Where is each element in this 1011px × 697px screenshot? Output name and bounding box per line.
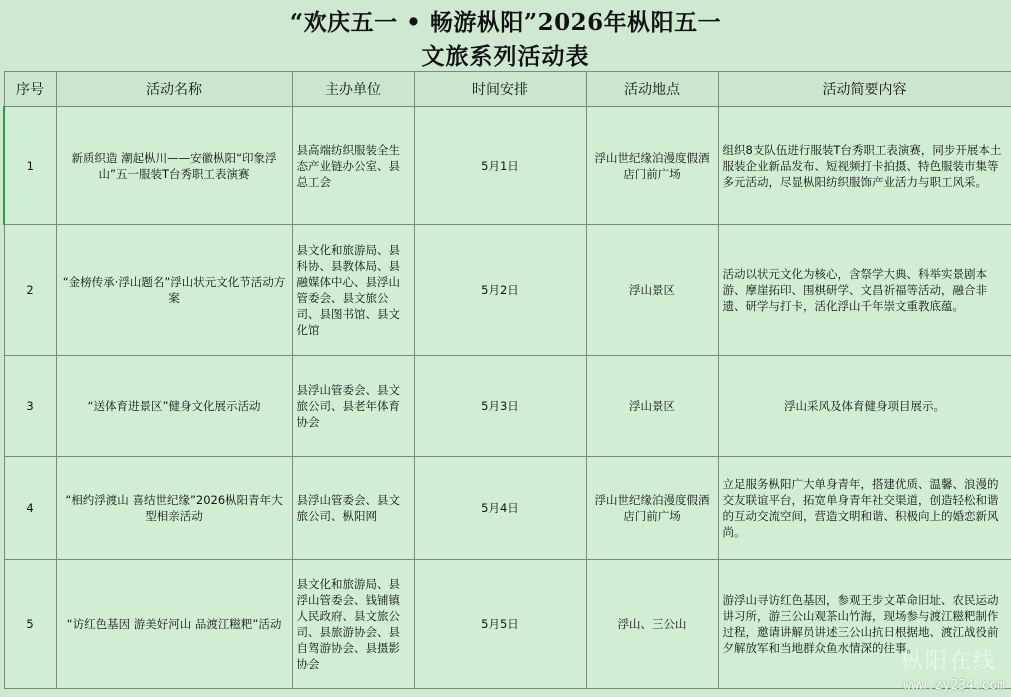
cell-time[interactable]: 5月1日 <box>414 107 586 225</box>
header-number[interactable]: 序号 <box>4 72 56 107</box>
header-activity-name[interactable]: 活动名称 <box>56 72 292 107</box>
cell-description[interactable]: 组织8支队伍进行服装T台秀职工表演赛，同步开展本土服装企业新品发布、短视频打卡拍摄、特色服装市集等多元活动，尽显枞阳纺织服饰产业活力与职工风采。 <box>718 107 1011 225</box>
cell-number[interactable]: 3 <box>4 356 56 457</box>
cell-organizer[interactable]: 县文化和旅游局、县科协、县教体局、县融媒体中心、县浮山管委会、县文旅公司、县图书馆、县文化馆 <box>292 225 414 356</box>
cell-time[interactable]: 5月4日 <box>414 457 586 560</box>
title-line-2: 文旅系列活动表 <box>421 43 590 70</box>
watermark-brand: 枞阳在线 <box>900 649 997 674</box>
table-row <box>4 457 1011 560</box>
cell-time[interactable]: 5月2日 <box>414 225 586 356</box>
header-row <box>4 72 1011 107</box>
table-row <box>4 356 1011 457</box>
title-line-1: “欢庆五一 • 畅游枞阳”2026年枞阳五一 <box>289 9 722 36</box>
cell-location[interactable]: 浮山景区 <box>586 225 718 356</box>
sheet-title <box>0 0 1011 70</box>
cell-activity-name[interactable]: 新质织造 潮起枞川——安徽枞阳“印象浮山”五一服装T台秀职工表演赛 <box>56 107 292 225</box>
table-row <box>4 107 1011 225</box>
cell-organizer[interactable]: 县文化和旅游局、县浮山管委会、钱铺镇人民政府、县文旅公司、县旅游协会、县自驾游协会、县摄影协会 <box>292 560 414 689</box>
cell-organizer[interactable]: 县高端纺织服装全生态产业链办公室、县总工会 <box>292 107 414 225</box>
cell-activity-name[interactable]: “金榜传承·浮山题名”浮山状元文化节活动方案 <box>56 225 292 356</box>
cell-organizer[interactable]: 县浮山管委会、县文旅公司、县老年体育协会 <box>292 356 414 457</box>
cell-activity-name[interactable]: “相约浮渡山 喜结世纪缘”2026枞阳青年大型相亲活动 <box>56 457 292 560</box>
header-organizer[interactable]: 主办单位 <box>292 72 414 107</box>
cell-activity-name[interactable]: “访红色基因 游美好河山 品渡江糍粑”活动 <box>56 560 292 689</box>
table-row <box>4 560 1011 689</box>
cell-number[interactable]: 2 <box>4 225 56 356</box>
activity-table <box>3 71 1011 689</box>
cell-description[interactable]: 立足服务枞阳广大单身青年，搭建优质、温馨、浪漫的交友联谊平台，拓宽单身青年社交渠道，创造轻松和谐的互动交流空间，营造文明和谐、积极向上的婚恋新风尚。 <box>718 457 1011 560</box>
cell-time[interactable]: 5月3日 <box>414 356 586 457</box>
cell-location[interactable]: 浮山景区 <box>586 356 718 457</box>
cell-time[interactable]: 5月5日 <box>414 560 586 689</box>
cell-description[interactable]: 游浮山寻访红色基因，参观王步文革命旧址、农民运动讲习所，游三公山观茶山竹海，现场参与渡江糍粑制作过程，邀请讲解员讲述三公山抗日根据地、渡江战役前夕解放军和当地群众鱼水情深的往事。 <box>718 560 1011 689</box>
cell-location[interactable]: 浮山世纪缘泊漫度假酒店门前广场 <box>586 107 718 225</box>
table-row <box>4 225 1011 356</box>
cell-description[interactable]: 活动以状元文化为核心，含祭学大典、科举实景剧本游、摩崖拓印、围棋研学、文昌祈福等活动，融合非遗、研学与打卡，活化浮山千年崇文重教底蕴。 <box>718 225 1011 356</box>
header-time[interactable]: 时间安排 <box>414 72 586 107</box>
cell-number[interactable]: 4 <box>4 457 56 560</box>
watermark-url: www.zy234.com <box>903 678 1005 693</box>
cell-number[interactable]: 5 <box>4 560 56 689</box>
cell-number[interactable]: 1 <box>4 107 56 225</box>
header-description[interactable]: 活动简要内容 <box>718 72 1011 107</box>
cell-organizer[interactable]: 县浮山管委会、县文旅公司、枞阳网 <box>292 457 414 560</box>
cell-description[interactable]: 浮山采风及体育健身项目展示。 <box>718 356 1011 457</box>
header-location[interactable]: 活动地点 <box>586 72 718 107</box>
cell-location[interactable]: 浮山世纪缘泊漫度假酒店门前广场 <box>586 457 718 560</box>
cell-location[interactable]: 浮山、三公山 <box>586 560 718 689</box>
cell-activity-name[interactable]: “送体育进景区”健身文化展示活动 <box>56 356 292 457</box>
